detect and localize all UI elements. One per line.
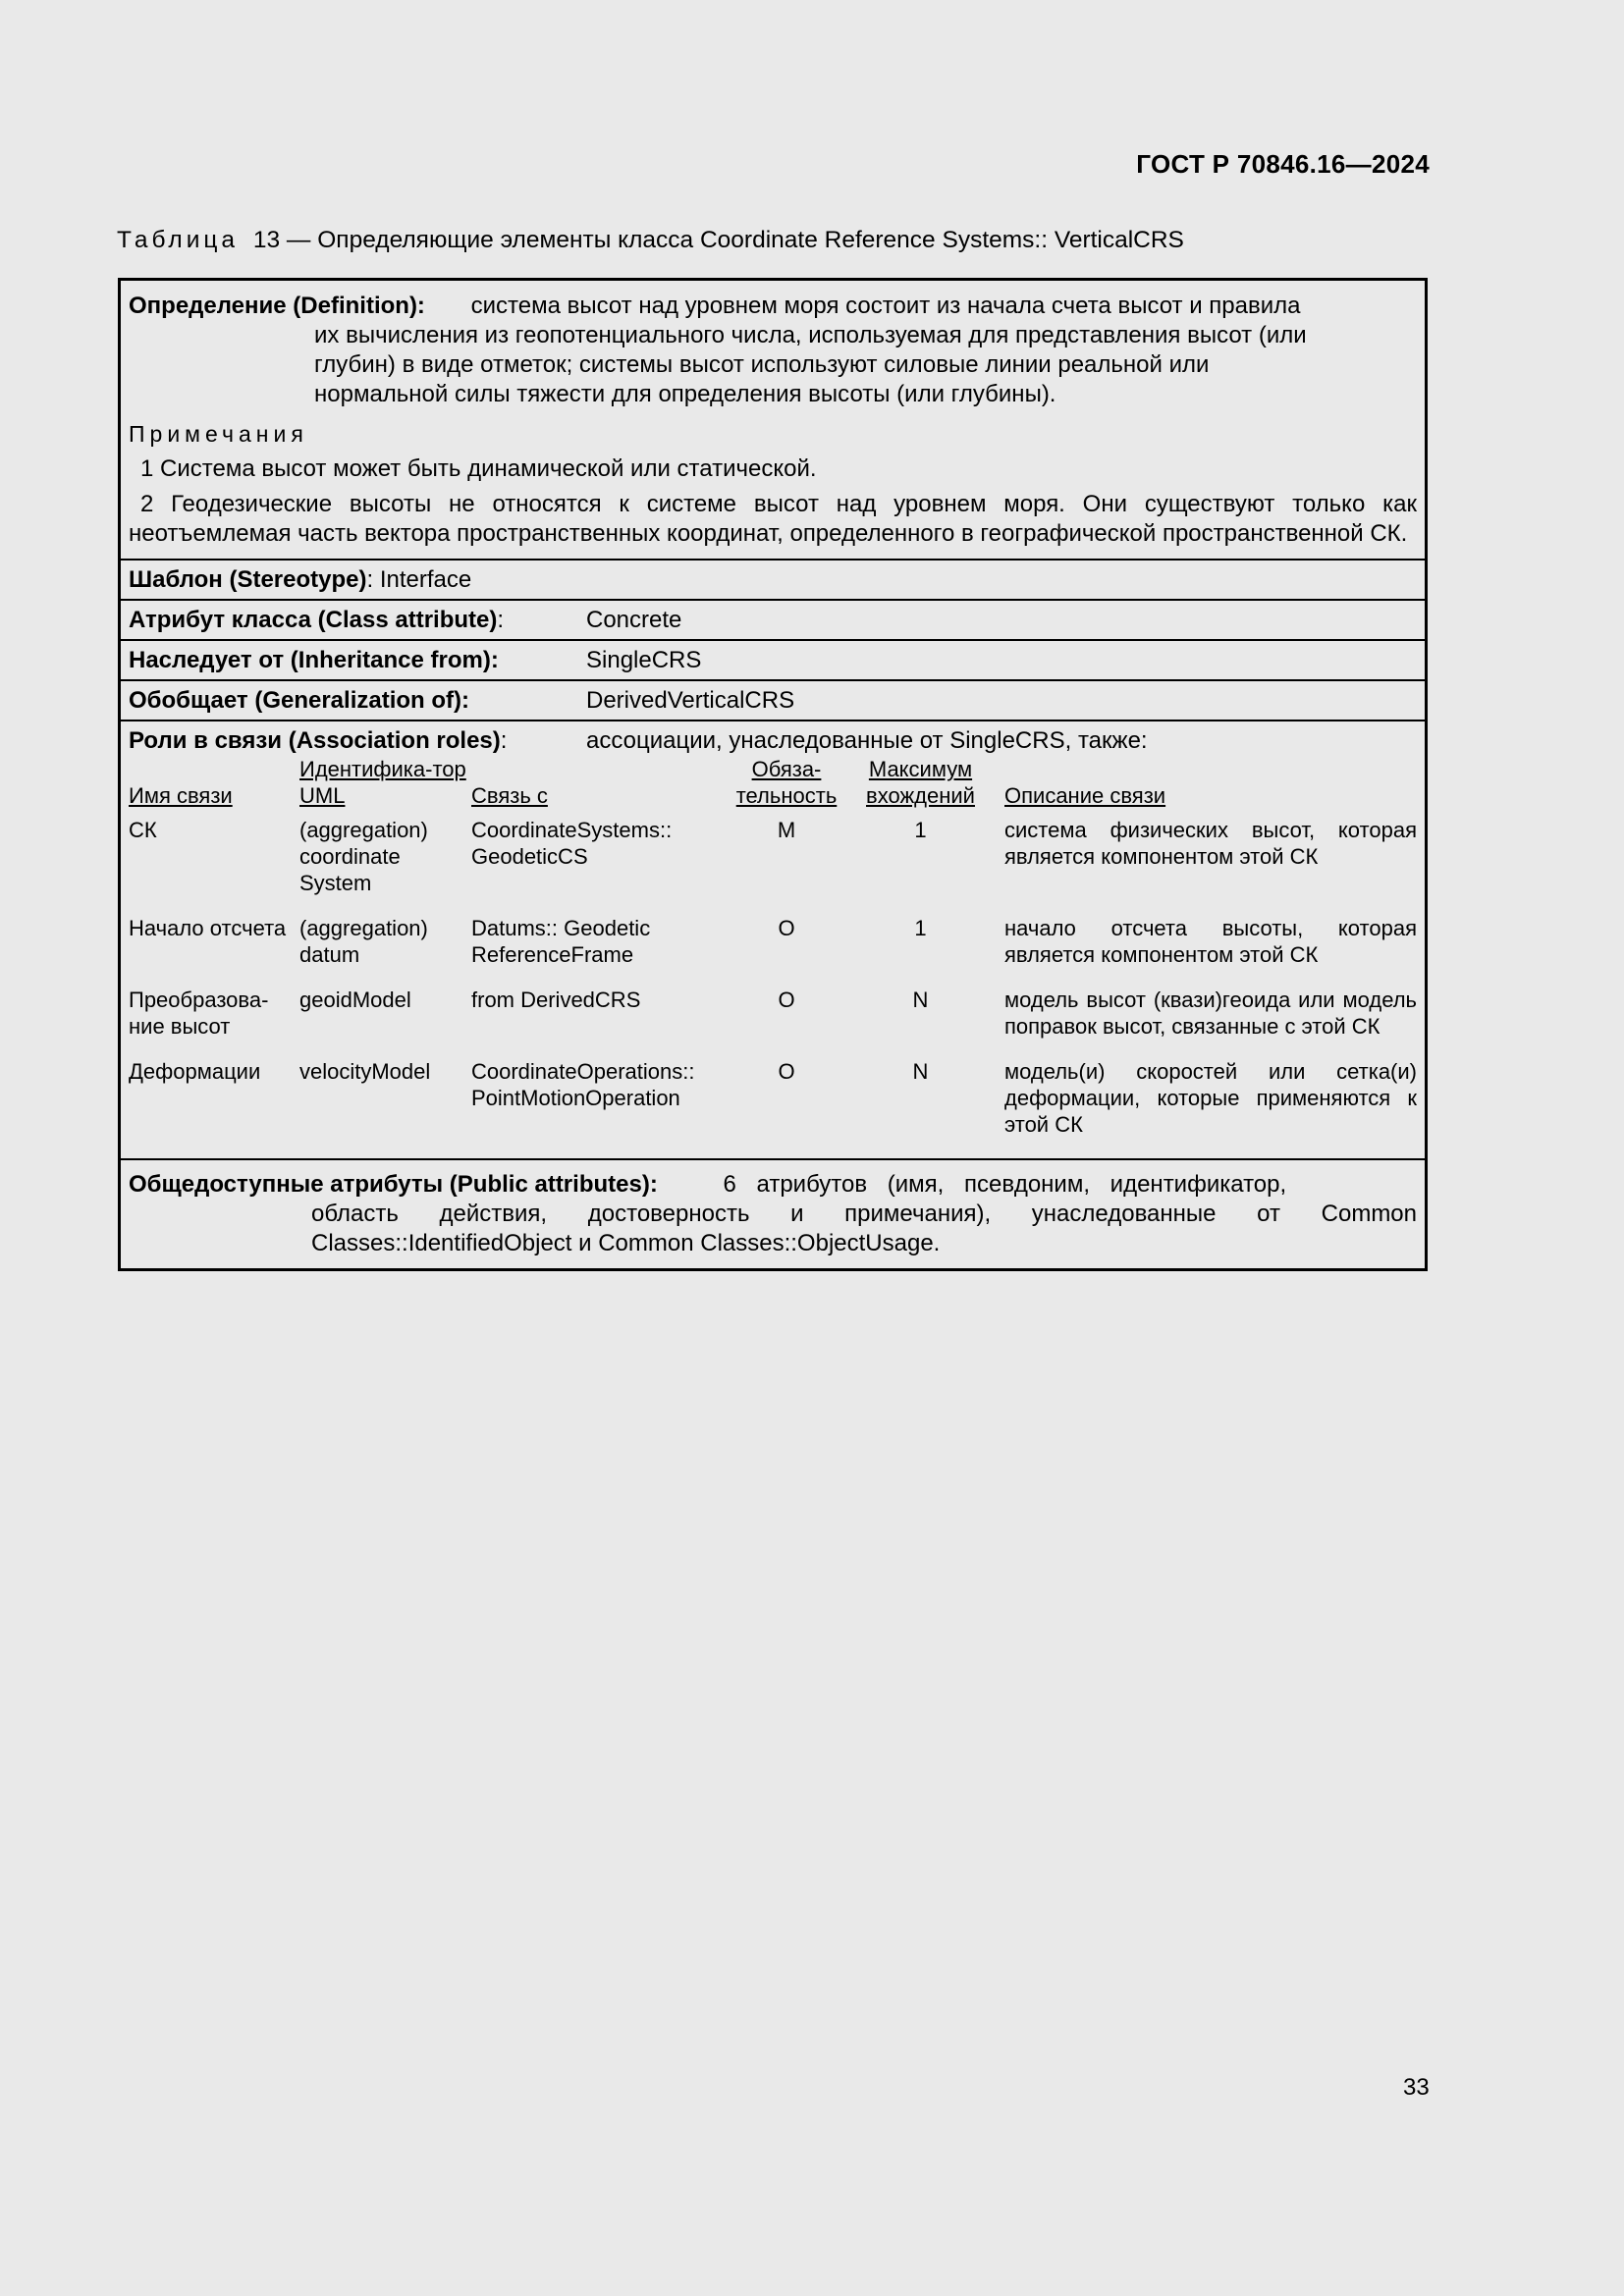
role-max: N [912, 988, 929, 1012]
caption-label: Таблица [117, 227, 240, 253]
association-roles-row: Роли в связи (Association roles): ассоциации, унаследованные от SingleCRS, также: Имя связи Идентифика-тор UML Связь с Обяза-тельность Максимум вхождений Описание связи СК (aggregation) coordinate System CoordinateSystems:: GeodeticCS M 1 система физических высот, которая является компонентом этой СК Начало отсчета (aggregation) datum Datums:: Geodetic ReferenceFrame O 1 начало отсчета высоты, которая является компонентом этой СК Преобразова-ние высот geoidModel from DerivedCRS O N модель высот (квази)геоида или модель поправок высот, связанные с этой СК Деформации velocityModel CoordinateOperations:: PointMotionOperation O N модель(и) скоростей или сетка(и) деформации, которые применяются к этой СК [121, 720, 1425, 1158]
column-header-uml: Идентифика-тор UML [299, 757, 466, 808]
column-header-link: Связь с [471, 783, 548, 808]
stereotype-label: Шаблон (Stereotype) [129, 566, 367, 593]
table-caption [117, 227, 1184, 254]
role-uml: velocityModel [299, 1059, 431, 1084]
column-header-max: Максимум вхождений [866, 757, 975, 808]
notes-title: Примечания [129, 421, 308, 447]
generalization-label: Обобщает (Generalization of): [129, 687, 469, 714]
role-uml: (aggregation) datum [299, 916, 428, 967]
definition-text-line1: система высот над уровнем моря состоит из начала счета высот и правила [470, 293, 1301, 319]
association-label: Роли в связи (Association roles) [129, 727, 501, 754]
inheritance-row [121, 639, 1425, 679]
role-name: СК [129, 818, 157, 842]
column-header-obligation: Обяза-тельность [735, 757, 838, 808]
role-uml: (aggregation) coordinate System [299, 818, 428, 895]
association-table [129, 756, 1417, 1148]
role-obligation: O [778, 1059, 795, 1084]
column-header-description: Описание связи [1004, 783, 1166, 808]
role-max: 1 [914, 916, 927, 940]
generalization-value: DerivedVerticalCRS [586, 687, 795, 714]
association-value: ассоциации, унаследованные от SingleCRS, также: [586, 727, 1148, 754]
role-name: Начало отсчета [129, 916, 287, 940]
role-uml: geoidModel [299, 988, 411, 1012]
role-link: CoordinateOperations:: PointMotionOperation [471, 1059, 695, 1110]
column-header-name: Имя связи [129, 783, 233, 808]
role-name: Преобразова-ние высот [129, 988, 269, 1039]
definition-text-line2: их вычисления из геопотенциального числа, используемая для представления высот (или [314, 322, 1307, 348]
role-link: Datums:: Geodetic ReferenceFrame [471, 916, 651, 967]
table-row [129, 907, 1417, 979]
role-name: Деформации [129, 1059, 261, 1084]
role-max: 1 [914, 818, 927, 842]
role-link: from DerivedCRS [471, 988, 641, 1012]
caption-text: 13 — Определяющие элементы класса Coordinate Reference Systems:: VerticalCRS [252, 227, 1184, 253]
note-2: 2 Геодезические высоты не относятся к системе высот над уровнем моря. Они существуют только как неотъемлемая часть вектора пространственных координат, определенного в географической пространственной СК. [129, 491, 1417, 547]
note-1: 1 Система высот может быть динамической или статической. [140, 455, 817, 482]
table-row [129, 1050, 1417, 1148]
table-row [129, 979, 1417, 1050]
inheritance-value: SingleCRS [586, 647, 702, 673]
inheritance-label: Наследует от (Inheritance from): [129, 647, 499, 673]
stereotype-value: : Interface [366, 566, 472, 593]
class-attribute-value: Concrete [586, 607, 682, 633]
role-obligation: O [778, 916, 795, 940]
definition-table [118, 278, 1428, 1271]
public-attributes-rest: область действия, достоверность и примечания), унаследованные от Common Classes::IdentifiedObject и Common Classes::ObjectUsage. [311, 1201, 1417, 1256]
public-attributes-line1: 6 атрибутов (имя, псевдоним, идентификатор, [723, 1171, 1287, 1198]
definition-label: Определение (Definition): [129, 293, 425, 319]
role-max: N [912, 1059, 929, 1084]
stereotype-row [121, 559, 1425, 599]
role-description: модель высот (квази)геоида или модель поправок высот, связанные с этой СК [1004, 988, 1417, 1039]
generalization-row [121, 679, 1425, 720]
role-description: система физических высот, которая является компонентом этой СК [1004, 818, 1417, 869]
public-attributes-row [121, 1158, 1425, 1268]
definition-text-line3: глубин) в виде отметок; системы высот используют силовые линии реальной или [314, 351, 1210, 378]
class-attribute-row: Атрибут класса (Class attribute): Concrete [121, 599, 1425, 639]
class-attribute-label: Атрибут класса (Class attribute) [129, 607, 498, 633]
role-obligation: O [778, 988, 795, 1012]
public-attributes-label: Общедоступные атрибуты (Public attributes): [129, 1171, 658, 1198]
role-link: CoordinateSystems:: GeodeticCS [471, 818, 673, 869]
document-header: ГОСТ Р 70846.16—2024 [1136, 149, 1430, 179]
role-description: начало отсчета высоты, которая является компонентом этой СК [1004, 916, 1417, 967]
role-obligation: M [777, 818, 796, 842]
role-description: модель(и) скоростей или сетка(и) деформации, которые применяются к этой СК [1004, 1059, 1417, 1137]
association-header-row [129, 756, 1417, 809]
definition-row [121, 281, 1425, 559]
table-row [129, 809, 1417, 907]
definition-text-line4: нормальной силы тяжести для определения высоты (или глубины). [314, 381, 1056, 407]
page-number: 33 [1403, 2074, 1430, 2101]
